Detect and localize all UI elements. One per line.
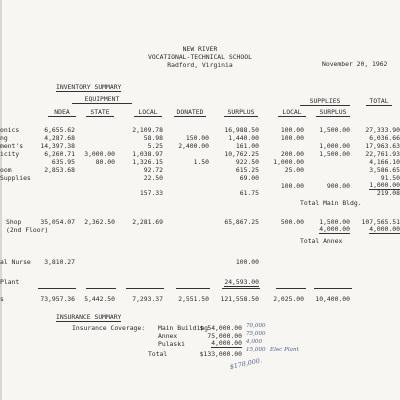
cell-local: 1,038.97 [132, 150, 163, 158]
cell-total: 6,036.66 [369, 134, 400, 142]
shop-ndea: 35,054.07 [40, 218, 75, 226]
handwritten-note: 4,000 [246, 339, 263, 345]
cell-supplies-surplus: 1,500.00 [319, 150, 350, 158]
cell-local: 58.98 [143, 134, 163, 142]
cell-donated: 1.50 [193, 158, 209, 166]
shop-supplies-surplus-2: 4,000.00 [319, 225, 350, 233]
inventory-summary-title: INVENTORY SUMMARY [56, 83, 122, 91]
cell-donated: 2,400.00 [178, 142, 209, 150]
cell-surplus: 922.50 [235, 158, 259, 166]
equipment-group-header: EQUIPMENT [72, 96, 132, 104]
cell-total: 91.50 [380, 174, 400, 182]
row-label: icity [0, 150, 20, 158]
cell-surplus: 69.00 [239, 174, 259, 182]
shop-supplies-local: 500.00 [280, 218, 304, 226]
column-header-ndea: NDEA [48, 109, 76, 117]
shop-state: 2,362.50 [84, 218, 115, 226]
insurance-item-amount: $ 54,000.00 [199, 324, 242, 332]
totals-surplus: 121,558.50 [220, 295, 259, 303]
column-header-supplies-surplus: SURPLUS [316, 109, 350, 117]
totals-local: 7,293.37 [132, 295, 163, 303]
sum-rule [314, 288, 352, 289]
column-header-total: TOTAL [366, 98, 392, 106]
sum-rule [176, 288, 210, 289]
sum-rule [222, 288, 260, 289]
cell-supplies-local: 25.00 [284, 166, 304, 174]
totals-supplies-surplus: 10,400.00 [315, 295, 350, 303]
shop-local: 2,281.69 [132, 218, 163, 226]
cell-total: 22,761.93 [365, 150, 400, 158]
cell-surplus: 161.00 [235, 142, 259, 150]
insurance-item-name: Main Building [158, 324, 209, 332]
cell-ndea: 2,853.68 [44, 166, 75, 174]
shop-surplus: 65,867.25 [224, 218, 259, 226]
cell-local: 22.50 [143, 174, 163, 182]
school-name-line1: NEW RIVER [182, 45, 218, 53]
insurance-item-amount: 75,000.00 [207, 332, 242, 340]
totals-state: 5,442.50 [84, 295, 115, 303]
cell-local: 157.33 [139, 189, 163, 197]
nurse-label: al Nurse [0, 258, 31, 266]
shop-supplies-surplus: 1,500.00 [319, 218, 350, 226]
totals-label: s [0, 295, 4, 303]
handwritten-plant-note: Elec Plant [270, 347, 299, 353]
column-header-state: STATE [86, 109, 114, 117]
cell-local: 1,326.15 [132, 158, 163, 166]
shop-total: 107,565.51 [361, 218, 400, 226]
insurance-coverage-label: Insurance Coverage: [72, 324, 146, 332]
cell-local: 5.25 [147, 142, 163, 150]
school-name-line2: VOCATIONAL-TECHNICAL SCHOOL [148, 53, 252, 61]
cell-total: 219.08 [376, 189, 400, 197]
insurance-total-amount: $133,000.00 [199, 350, 242, 358]
column-header-surplus: SURPLUS [224, 109, 258, 117]
nurse-ndea: 3,810.27 [44, 258, 75, 266]
cell-total: 4,166.10 [369, 158, 400, 166]
cell-supplies-surplus: 1,000.00 [319, 142, 350, 150]
sum-rule [126, 288, 164, 289]
insurance-item-name: Pulaski [158, 340, 185, 348]
cell-state: 80.00 [95, 158, 115, 166]
cell-total: 1,000.00 [369, 181, 400, 189]
cell-supplies-local: 1,000.00 [273, 158, 304, 166]
insurance-item-name: Annex [158, 332, 178, 340]
cell-ndea: 4,287.68 [44, 134, 75, 142]
row-label: Supplies [0, 174, 31, 182]
plant-label: Plant [0, 278, 20, 286]
cell-supplies-surplus: 1,500.00 [319, 126, 350, 134]
handwritten-note: 75,000 [246, 331, 266, 337]
cell-ndea: 635.95 [51, 158, 75, 166]
shop-label: Shop [6, 218, 22, 226]
cell-supplies-surplus: 900.00 [326, 182, 350, 190]
handwritten-note: 15,000 [246, 347, 266, 353]
insurance-total-label: Total [148, 350, 168, 358]
row-label: onics [0, 126, 20, 134]
cell-state: 3,000.00 [84, 150, 115, 158]
cell-surplus: 16,988.50 [224, 126, 259, 134]
cell-ndea: 6,655.62 [44, 126, 75, 134]
row-label: ng [0, 134, 8, 142]
cell-donated: 150.00 [185, 134, 209, 142]
totals-ndea: 73,957.36 [40, 295, 75, 303]
supplies-group-header: SUPPLIES [300, 98, 350, 106]
shop-floor-label: (2nd Floor) [6, 226, 49, 234]
sum-rule [38, 288, 76, 289]
cell-local: 2,109.78 [132, 126, 163, 134]
shop-total-2: 4,000.00 [369, 225, 400, 233]
insurance-summary-title: INSURANCE SUMMARY [56, 313, 122, 321]
sum-rule [276, 288, 306, 289]
cell-surplus: 10,762.25 [224, 150, 259, 158]
sum-rule [86, 288, 116, 289]
cell-surplus: 61.75 [239, 189, 259, 197]
totals-supplies-local: 2,025.00 [273, 295, 304, 303]
cell-supplies-local: 100.00 [280, 182, 304, 190]
nurse-surplus: 100.00 [235, 258, 259, 266]
cell-total: 3,586.65 [369, 166, 400, 174]
handwritten-grand-total: $178,000. [229, 356, 263, 371]
cell-surplus: 1,440.00 [228, 134, 259, 142]
document-date: November 20, 1962 [322, 60, 388, 68]
cell-ndea: 6,260.71 [44, 150, 75, 158]
total-main-building-label: Total Main Bldg. [300, 199, 362, 207]
row-label: ment's [0, 142, 24, 150]
row-label: oom [0, 166, 12, 174]
column-header-donated: DONATED [174, 109, 206, 117]
school-location: Radford, Virginia [167, 61, 233, 69]
cell-surplus: 615.25 [235, 166, 259, 174]
plant-surplus: 24,593.00 [224, 278, 259, 286]
column-header-supplies-local: LOCAL [278, 109, 306, 117]
cell-total: 27,333.90 [365, 126, 400, 134]
cell-supplies-local: 100.00 [280, 126, 304, 134]
total-annex-label: Total Annex [300, 237, 343, 245]
cell-supplies-local: 100.00 [280, 134, 304, 142]
totals-donated: 2,551.50 [178, 295, 209, 303]
insurance-item-amount: 4,000.00 [211, 339, 242, 347]
handwritten-note: 70,000 [246, 323, 266, 329]
cell-ndea: 14,397.38 [40, 142, 75, 150]
cell-supplies-local: 200.00 [280, 150, 304, 158]
column-header-local: LOCAL [134, 109, 162, 117]
cell-local: 92.72 [143, 166, 163, 174]
page-edge-shadow [0, 0, 2, 400]
cell-total: 17,963.63 [365, 142, 400, 150]
